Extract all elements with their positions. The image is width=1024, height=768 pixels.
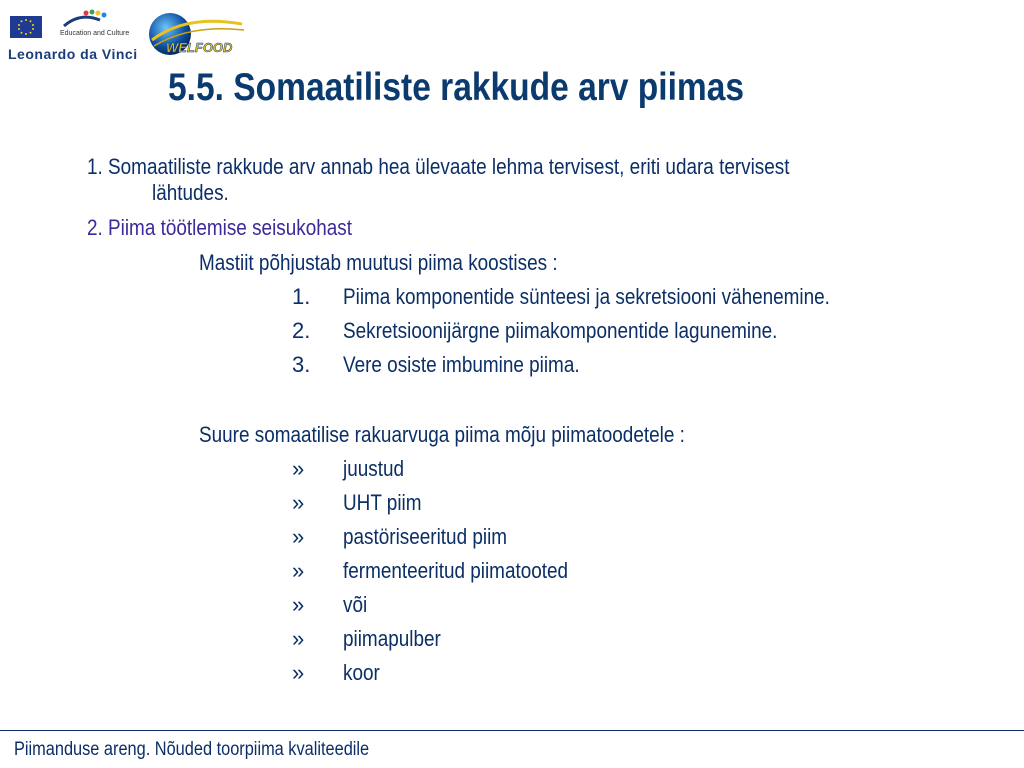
- welfood-label: WELFOOD: [166, 40, 233, 55]
- mastitis-item-number: 3.: [292, 352, 311, 377]
- mastitis-item-number: 1.: [292, 284, 311, 309]
- impact-item: UHT piim: [343, 490, 422, 515]
- mastitis-item: Piima komponentide sünteesi ja sekretsiooni vähenemine.: [343, 284, 830, 309]
- impact-intro: Suure somaatilise rakuarvuga piima mõju piimatoodetele :: [199, 422, 685, 447]
- impact-item: piimapulber: [343, 626, 441, 651]
- mastitis-item: Sekretsioonijärgne piimakomponentide lagunemine.: [343, 318, 778, 343]
- bullet-marker: »: [292, 592, 305, 617]
- bullet-marker: »: [292, 626, 305, 651]
- bullet-marker: »: [292, 490, 305, 515]
- footer-divider: [0, 730, 1024, 731]
- bullet-marker: »: [292, 524, 305, 549]
- point-2-heading: 2. Piima töötlemise seisukohast: [87, 215, 353, 240]
- impact-item: juustud: [343, 456, 405, 481]
- mastitis-intro: Mastiit põhjustab muutusi piima koostises :: [199, 250, 558, 275]
- impact-item: pastöriseeritud piim: [343, 524, 508, 549]
- footer-text: Piimanduse areng. Nõuded toorpiima kvaliteedile: [14, 739, 370, 760]
- page-title: 5.5. Somaatiliste rakkude arv piimas: [168, 66, 745, 109]
- impact-item: fermenteeritud piimatooted: [343, 558, 569, 583]
- leonardo-da-vinci-label: Leonardo da Vinci: [8, 46, 138, 62]
- mastitis-item: Vere osiste imbumine piima.: [343, 352, 580, 377]
- mastitis-item-number: 2.: [292, 318, 311, 343]
- bullet-marker: »: [292, 660, 305, 685]
- bullet-marker: »: [292, 456, 305, 481]
- point-1-continuation: lähtudes.: [152, 180, 229, 205]
- impact-item: või: [343, 592, 368, 617]
- bullet-marker: »: [292, 558, 305, 583]
- impact-item: koor: [343, 660, 380, 685]
- point-1-text: 1. Somaatiliste rakkude arv annab hea ülevaate lehma tervisest, eriti udara tervisest: [87, 154, 790, 179]
- education-culture-label: Education and Culture: [60, 30, 130, 37]
